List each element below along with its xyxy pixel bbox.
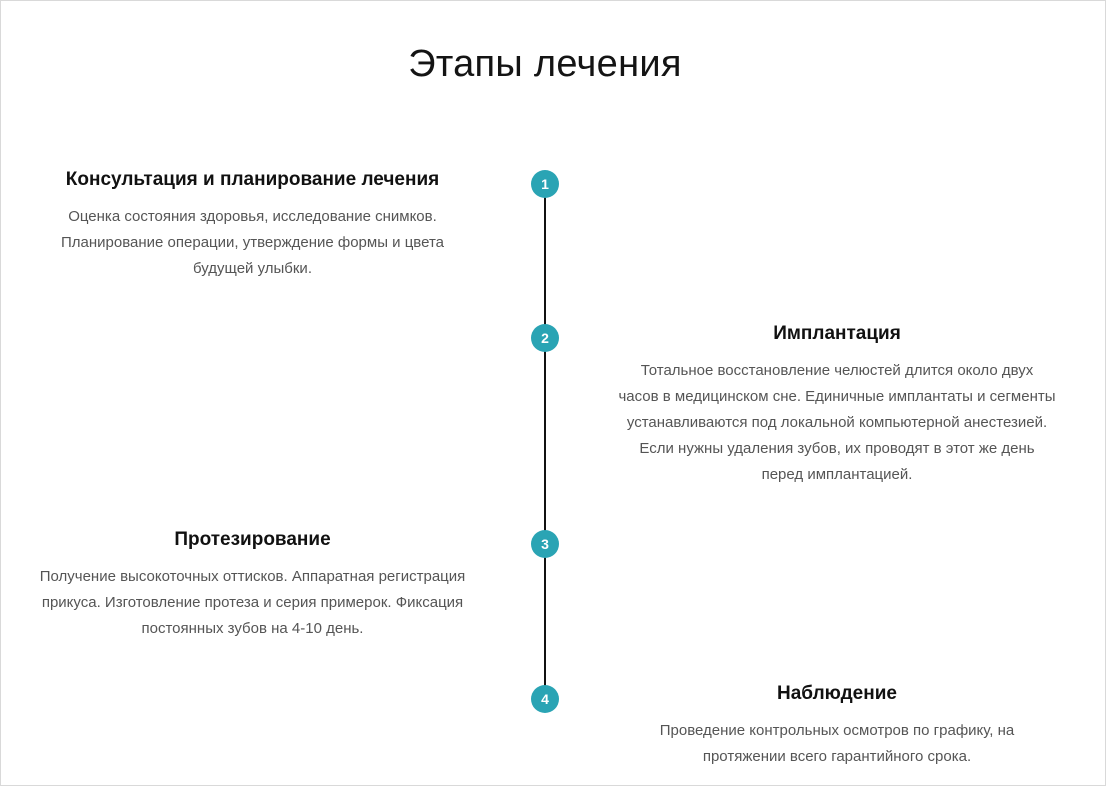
step-1-text-line: Планирование операции, утверждение формы и цвета bbox=[61, 234, 444, 251]
step-2-description bbox=[572, 358, 1102, 488]
step-2-text-line: часов в медицинском сне. Единичные имплантаты и сегменты bbox=[618, 388, 1056, 405]
step-2-text-line: устанавливаются под локальной компьютерной анестезией. bbox=[626, 414, 1048, 431]
step-4-text-line: Проведение контрольных осмотров по графику, на bbox=[659, 722, 1015, 739]
step-4 bbox=[572, 682, 1102, 770]
page-title: Этапы лечения bbox=[408, 43, 682, 86]
step-1 bbox=[0, 168, 505, 282]
step-1-text-line: будущей улыбки. bbox=[193, 260, 312, 277]
step-3 bbox=[0, 528, 505, 642]
step-4-text-line: протяжении всего гарантийного срока. bbox=[702, 748, 972, 765]
step-1-text-line: Оценка состояния здоровья, исследование снимков. bbox=[68, 208, 437, 225]
step-4-description bbox=[572, 718, 1102, 770]
step-2-text-line: Тотальное восстановление челюстей длится около двух bbox=[640, 362, 1034, 379]
step-2-number-badge: 2 bbox=[531, 324, 559, 352]
step-3-text-line: постоянных зубов на 4-10 день. bbox=[141, 620, 364, 637]
step-3-title: Протезирование bbox=[174, 529, 331, 550]
step-1-description bbox=[0, 204, 505, 282]
step-3-text-line: прикуса. Изготовление протеза и серия примерок. Фиксация bbox=[41, 594, 464, 611]
step-1-title: Консультация и планирование лечения bbox=[65, 169, 440, 190]
step-3-text-line: Получение высокоточных оттисков. Аппаратная регистрация bbox=[39, 568, 466, 585]
step-2 bbox=[572, 322, 1102, 488]
step-2-text-line: Если нужны удаления зубов, их проводят в этот же день bbox=[639, 440, 1035, 457]
step-1-number-badge: 1 bbox=[531, 170, 559, 198]
step-4-number-badge: 4 bbox=[531, 685, 559, 713]
step-2-text-line: перед имплантацией. bbox=[761, 466, 913, 483]
timeline-line bbox=[544, 184, 546, 700]
step-3-number-badge: 3 bbox=[531, 530, 559, 558]
step-3-description bbox=[0, 564, 505, 642]
step-2-title: Имплантация bbox=[773, 323, 901, 344]
step-4-title: Наблюдение bbox=[777, 683, 897, 704]
